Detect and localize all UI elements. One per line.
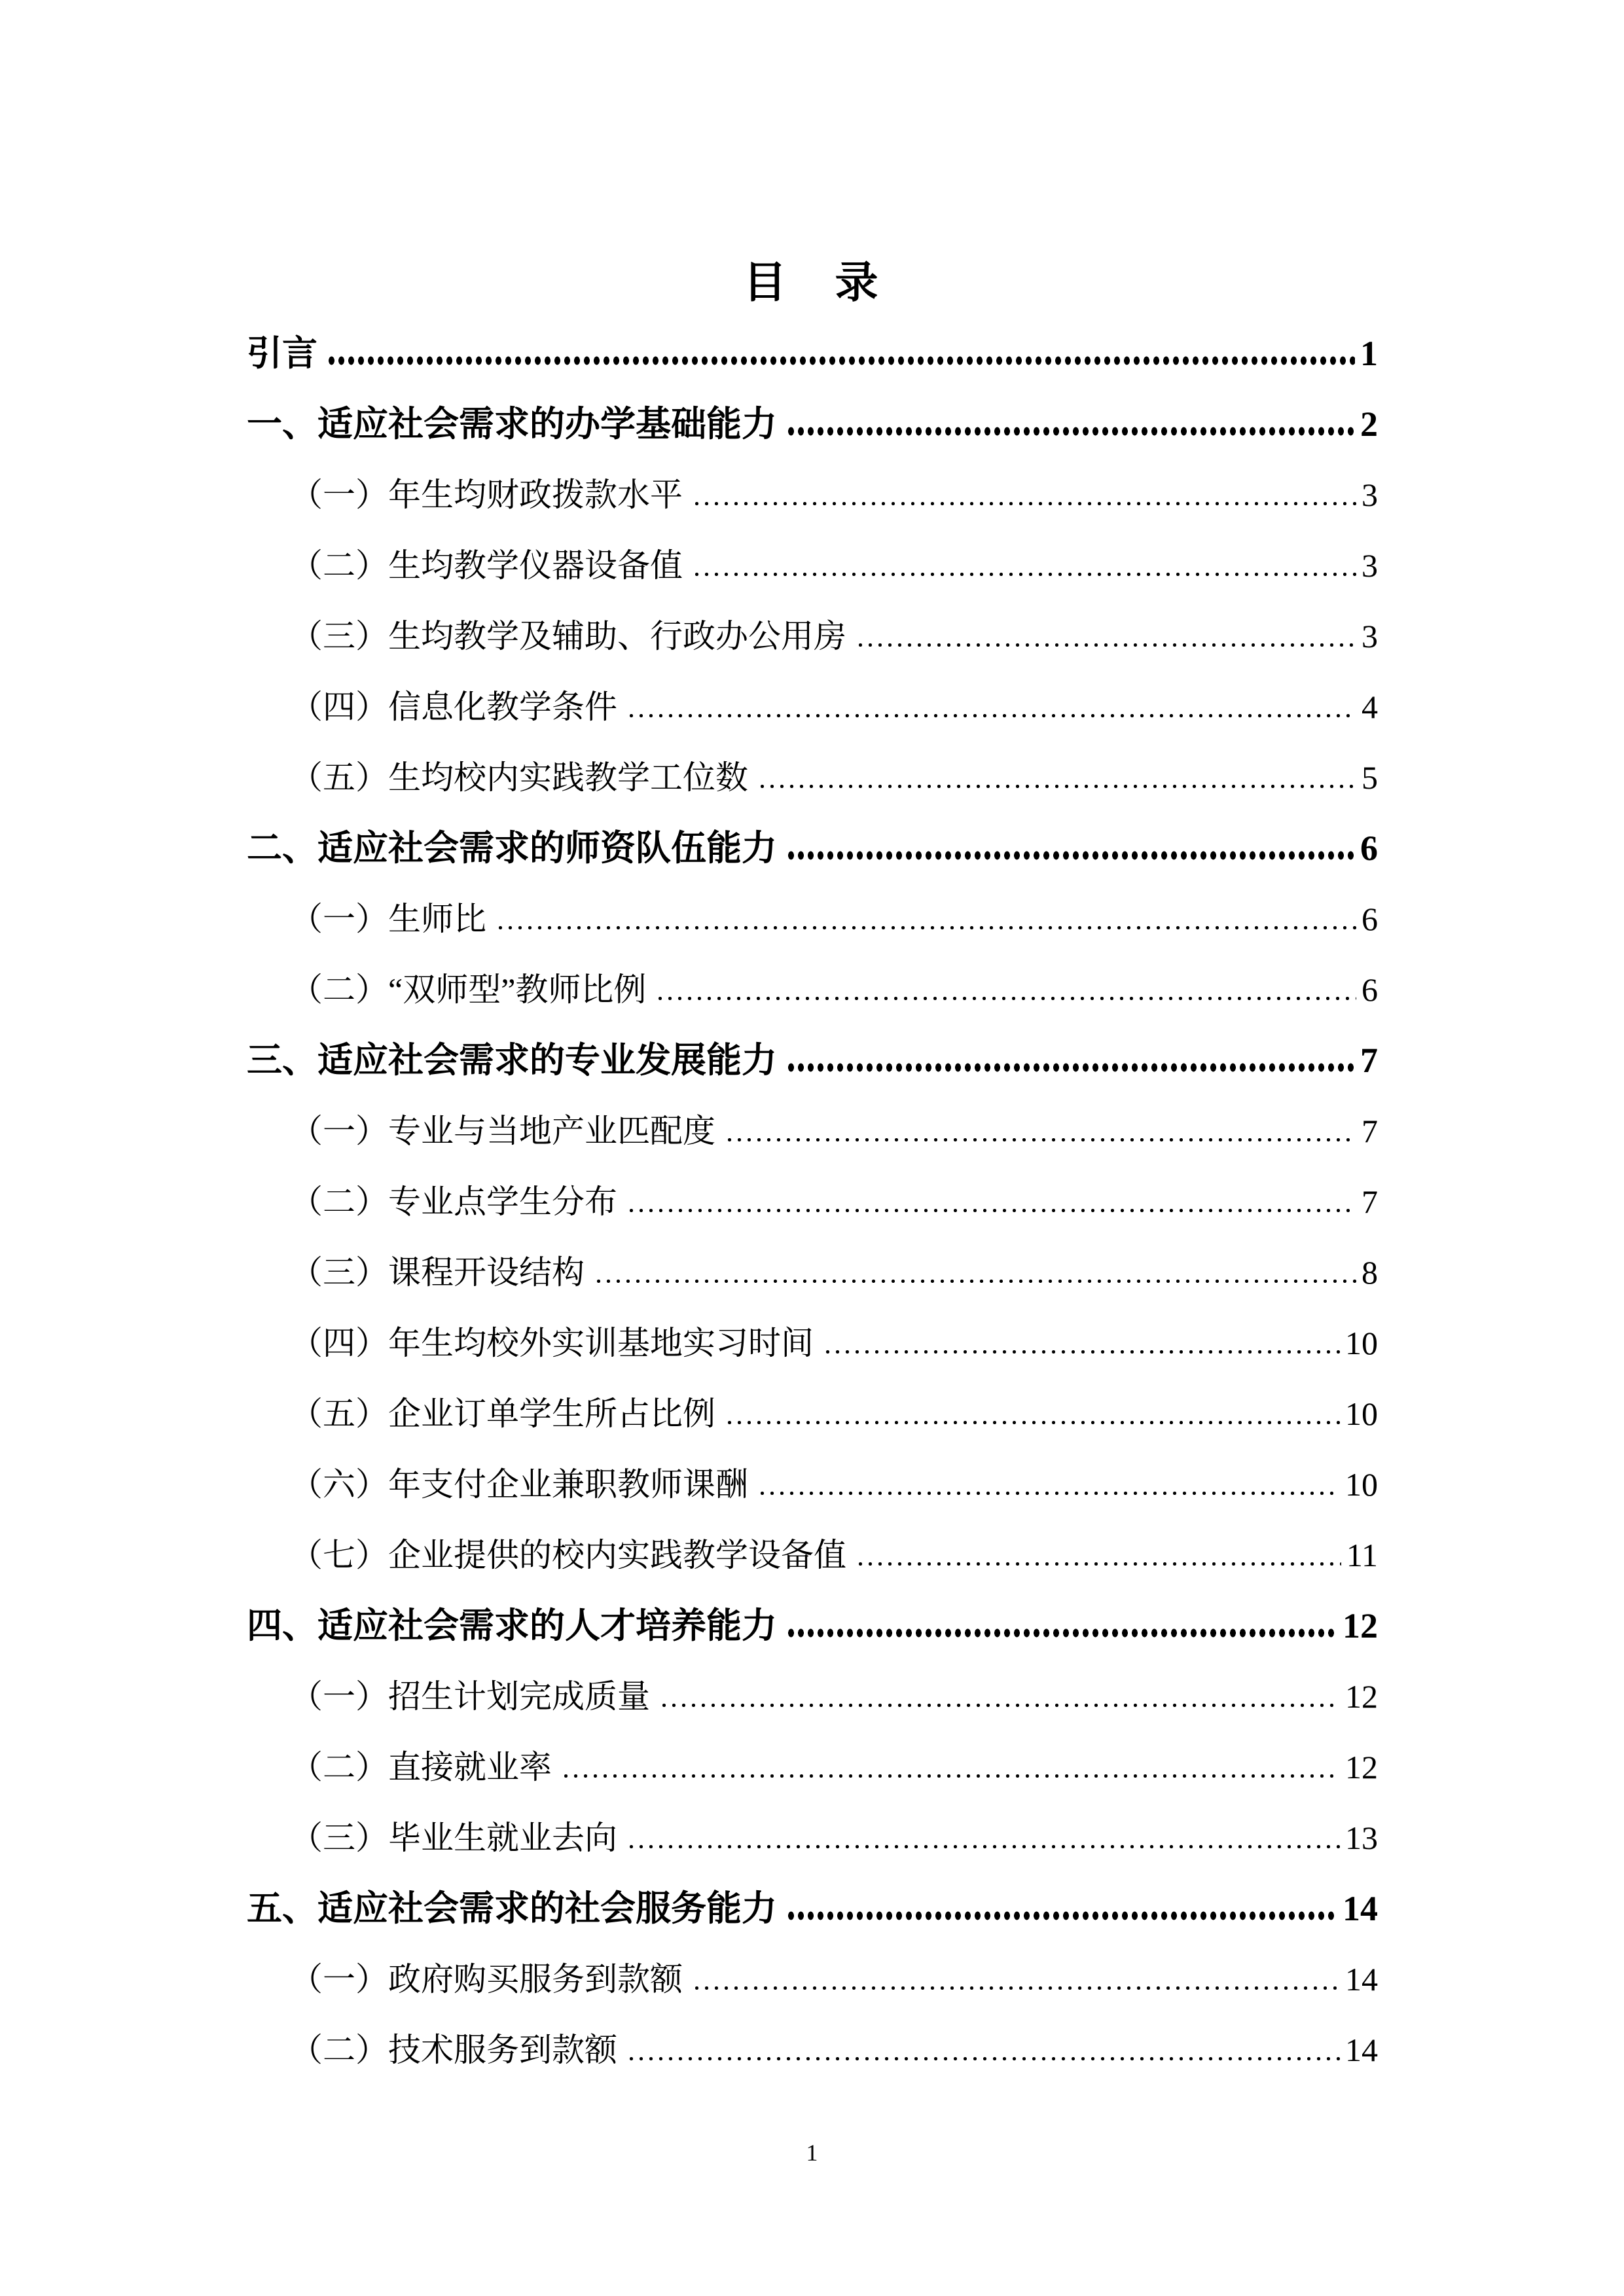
toc-entry-page-number: 6 bbox=[1362, 901, 1378, 937]
dot-leader-icon bbox=[659, 1703, 1340, 1708]
dot-leader-icon bbox=[692, 572, 1356, 577]
toc-title: 目 录 bbox=[743, 259, 881, 307]
toc-entry bbox=[247, 2015, 1378, 2085]
toc-entry-label: （二）专业点学生分布 bbox=[290, 1183, 617, 1220]
toc-entry-page-number: 11 bbox=[1346, 1537, 1378, 1573]
toc-entry-label: （三）毕业生就业去向 bbox=[290, 1820, 617, 1856]
toc-entry-page-number: 2 bbox=[1360, 404, 1378, 444]
toc-entry-label: （六）年支付企业兼职教师课酬 bbox=[290, 1466, 748, 1503]
toc-entry bbox=[247, 1944, 1378, 2015]
toc-entry bbox=[247, 601, 1378, 672]
toc-entry-label: （二）“双师型”教师比例 bbox=[290, 971, 647, 1008]
toc-entry-label: （四）年生均校外实训基地实习时间 bbox=[290, 1325, 814, 1361]
toc-entry bbox=[247, 1449, 1378, 1520]
toc-entry-page-number: 5 bbox=[1362, 759, 1378, 796]
dot-leader-icon bbox=[327, 356, 1355, 365]
toc-entry-page-number: 14 bbox=[1345, 1961, 1378, 1998]
toc-entry-page-number: 3 bbox=[1362, 618, 1378, 655]
dot-leader-icon bbox=[561, 1774, 1340, 1778]
dot-leader-icon bbox=[594, 1279, 1356, 1283]
toc-entry-label: 四、适应社会需求的人才培养能力 bbox=[247, 1606, 777, 1645]
dot-leader-icon bbox=[496, 925, 1356, 930]
toc-entry-label: 一、适应社会需求的办学基础能力 bbox=[247, 404, 777, 444]
dot-leader-icon bbox=[626, 2056, 1340, 2061]
toc-entry-page-number: 4 bbox=[1362, 689, 1378, 725]
toc-entry-page-number: 14 bbox=[1345, 2032, 1378, 2068]
toc-entry bbox=[247, 672, 1378, 742]
toc-entry-page-number: 6 bbox=[1360, 829, 1378, 868]
toc-entry-label: （五）生均校内实践教学工位数 bbox=[290, 759, 748, 796]
dot-leader-icon bbox=[626, 1208, 1356, 1213]
footer-page-number: 1 bbox=[806, 2140, 818, 2166]
toc-entry bbox=[247, 1803, 1378, 1873]
dot-leader-icon bbox=[626, 1844, 1340, 1849]
dot-leader-icon bbox=[757, 1491, 1340, 1496]
dot-leader-icon bbox=[786, 1063, 1355, 1072]
dot-leader-icon bbox=[692, 501, 1356, 506]
toc-entry bbox=[247, 884, 1378, 954]
toc-entry bbox=[247, 1166, 1378, 1237]
toc-entry-label: （四）信息化教学条件 bbox=[290, 689, 617, 725]
dot-leader-icon bbox=[856, 1562, 1341, 1566]
toc-entry bbox=[247, 1237, 1378, 1308]
toc-entry bbox=[247, 954, 1378, 1025]
toc-entry-page-number: 12 bbox=[1345, 1678, 1378, 1715]
toc-entry-label: （一）专业与当地产业匹配度 bbox=[290, 1113, 715, 1149]
toc-entry-page-number: 10 bbox=[1345, 1395, 1378, 1432]
toc-entry-label: 二、适应社会需求的师资队伍能力 bbox=[247, 829, 777, 868]
toc-entry bbox=[247, 1873, 1378, 1944]
toc-entry bbox=[247, 1308, 1378, 1378]
toc-entry-page-number: 12 bbox=[1345, 1749, 1378, 1785]
toc-entry bbox=[247, 318, 1378, 389]
toc-entry bbox=[247, 1520, 1378, 1590]
toc-entry-page-number: 13 bbox=[1345, 1820, 1378, 1856]
dot-leader-icon bbox=[856, 643, 1356, 647]
toc-entry-label: 五、适应社会需求的社会服务能力 bbox=[247, 1889, 777, 1928]
dot-leader-icon bbox=[786, 851, 1355, 860]
toc-entry bbox=[247, 459, 1378, 530]
toc-entry bbox=[247, 530, 1378, 601]
toc-entry-page-number: 7 bbox=[1360, 1041, 1378, 1080]
dot-leader-icon bbox=[786, 1628, 1337, 1638]
dot-leader-icon bbox=[757, 784, 1356, 789]
dot-leader-icon bbox=[655, 996, 1356, 1001]
dot-leader-icon bbox=[626, 713, 1356, 718]
dot-leader-icon bbox=[786, 427, 1355, 436]
toc-entry-label: 引言 bbox=[247, 334, 317, 373]
toc-entry-page-number: 7 bbox=[1362, 1113, 1378, 1149]
toc-entry bbox=[247, 1661, 1378, 1732]
toc-entry-label: （三）课程开设结构 bbox=[290, 1254, 585, 1291]
toc-entry-label: （二）技术服务到款额 bbox=[290, 2032, 617, 2068]
toc-entry bbox=[247, 1378, 1378, 1449]
toc-list bbox=[247, 318, 1378, 2085]
toc-entry-page-number: 7 bbox=[1362, 1183, 1378, 1220]
toc-entry-label: 三、适应社会需求的专业发展能力 bbox=[247, 1041, 777, 1080]
toc-entry-page-number: 10 bbox=[1345, 1325, 1378, 1361]
toc-entry-page-number: 6 bbox=[1362, 971, 1378, 1008]
toc-entry-label: （二）生均教学仪器设备值 bbox=[290, 547, 683, 584]
toc-entry bbox=[247, 1590, 1378, 1661]
toc-entry-label: （一）生师比 bbox=[290, 901, 486, 937]
toc-entry bbox=[247, 813, 1378, 884]
toc-entry-page-number: 3 bbox=[1362, 547, 1378, 584]
toc-entry-label: （五）企业订单学生所占比例 bbox=[290, 1395, 715, 1432]
dot-leader-icon bbox=[823, 1350, 1340, 1354]
toc-entry bbox=[247, 1025, 1378, 1096]
toc-entry-label: （一）年生均财政拨款水平 bbox=[290, 476, 683, 513]
toc-entry-page-number: 12 bbox=[1343, 1606, 1378, 1645]
toc-entry bbox=[247, 389, 1378, 459]
toc-entry-page-number: 10 bbox=[1345, 1466, 1378, 1503]
toc-entry-page-number: 3 bbox=[1362, 476, 1378, 513]
toc-entry-label: （一）政府购买服务到款额 bbox=[290, 1961, 683, 1998]
toc-entry-label: （一）招生计划完成质量 bbox=[290, 1678, 650, 1715]
toc-entry-page-number: 14 bbox=[1343, 1889, 1378, 1928]
dot-leader-icon bbox=[692, 1986, 1340, 1990]
toc-entry-page-number: 1 bbox=[1360, 334, 1378, 373]
toc-entry-page-number: 8 bbox=[1362, 1254, 1378, 1291]
toc-entry bbox=[247, 1096, 1378, 1166]
dot-leader-icon bbox=[786, 1911, 1337, 1920]
dot-leader-icon bbox=[725, 1420, 1340, 1425]
toc-entry-label: （七）企业提供的校内实践教学设备值 bbox=[290, 1537, 846, 1573]
toc-entry-label: （二）直接就业率 bbox=[290, 1749, 552, 1785]
toc-entry bbox=[247, 1732, 1378, 1803]
dot-leader-icon bbox=[725, 1138, 1356, 1142]
toc-entry-label: （三）生均教学及辅助、行政办公用房 bbox=[290, 618, 846, 655]
toc-entry bbox=[247, 742, 1378, 813]
